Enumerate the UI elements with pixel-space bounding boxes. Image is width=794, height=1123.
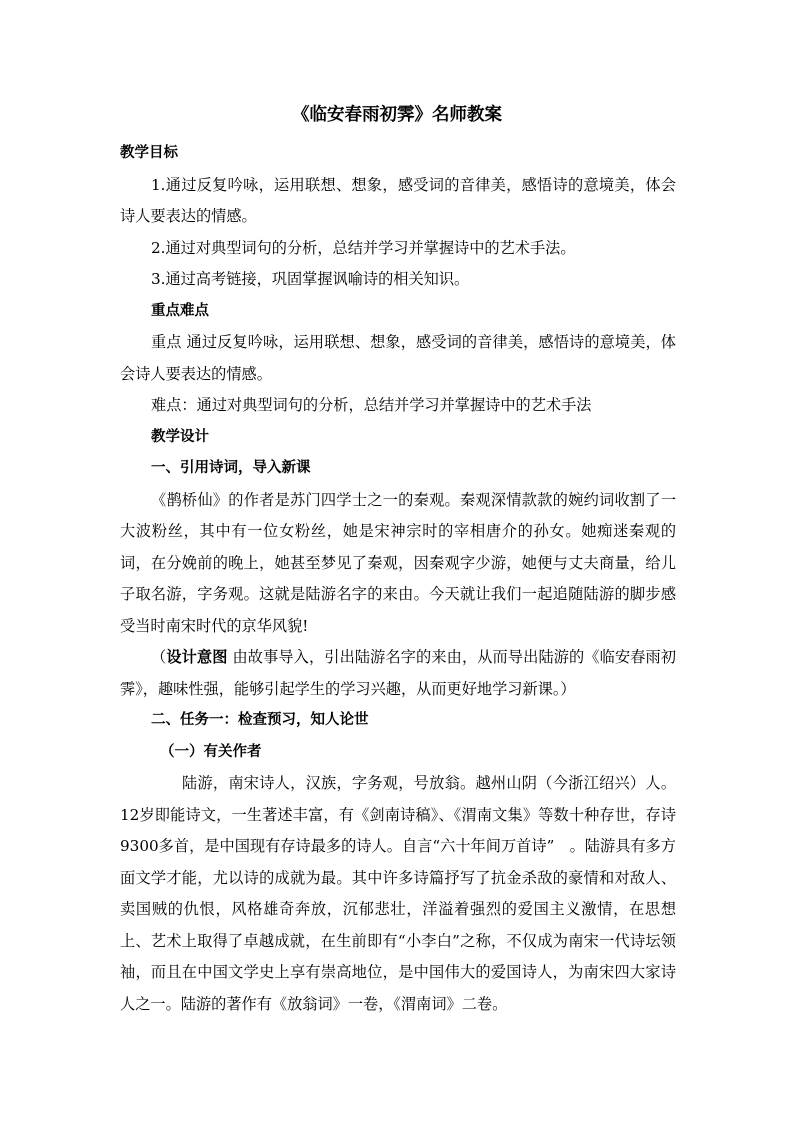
section-heading-goals: 教学目标 — [120, 145, 178, 161]
key-point-text: 重点 通过反复吟咏，运用联想、想象，感受词的音律美，感悟诗的意境美，体会诗人要表达的情感。 — [120, 333, 676, 383]
design-intent-label: 设计意图 — [166, 648, 228, 666]
step1-paragraph: 《鹊桥仙》的作者是苏门四学士之一的秦观。秦观深情款款的婉约词收割了一大波粉丝，其中有一位女粉丝，她是宋神宗时的宰相唐介的孙女。她痴迷秦观的词，在分娩前的晚上，她甚至梦见了秦观，因秦观字少游，她便与丈夫商量，给儿子取名游，字务观。这就是陆游名字的来由。今天就让我们一起追随陆游的脚步感受当时南宋时代的京华风貌! — [120, 490, 676, 635]
section-heading-key: 重点难点 — [151, 302, 209, 319]
step2-heading: 二、任务一：检查预习，知人论世 — [151, 712, 369, 728]
section-heading-design: 教学设计 — [151, 428, 209, 445]
subsection-heading-author: （一）有关作者 — [160, 743, 262, 760]
goal-item-1: 1.通过反复吟咏，运用联想、想象，感受词的音律美，感悟诗的意境美，体会诗人要表达的情感。 — [120, 175, 676, 225]
goal-item-3: 3.通过高考链接，巩固掌握讽喻诗的相关知识。 — [151, 270, 470, 288]
author-paragraph: 陆游，南宋诗人，汉族，字务观，号放翁。越州山阴（今浙江绍兴）人。12岁即能诗文，一生著述丰富，有《剑南诗稿》、《渭南文集》等数十种存世，存诗9300多首，是中国现有存诗最多的诗人。自言“六十年间万首诗” 。陆游具有多方面文学才能，尤以诗的成就为最。其中许多诗篇抒写了抗金杀敌的豪情和对敌人、卖国贼的仇恨，风格雄奇奔放，沉郁悲壮，洋溢着强烈的爱国主义激情，在思想上、艺术上取得了卓越成就，在生前即有“小李白”之称，不仅成为南宋一代诗坛领袖，而且在中国文学史上享有崇高地位，是中国伟大的爱国诗人，为南宋四大家诗人之一。陆游的著作有《放翁词》一卷，《渭南词》二卷。 — [120, 774, 676, 1013]
page-title: 《临安春雨初霁》名师教案 — [292, 105, 502, 125]
design-intent-text: 由故事导入，引出陆游名字的来由，从而导出陆游的《临安春雨初霁》，趣味性强，能够引起学生的学习兴趣，从而更好地学习新课。） — [120, 648, 677, 698]
difficulty-text: 难点：通过对典型词句的分析，总结并学习并掌握诗中的艺术手法 — [151, 396, 592, 414]
step1-heading: 一、引用诗词，导入新课 — [151, 460, 311, 476]
goal-item-2: 2.通过对典型词句的分析，总结并学习并掌握诗中的艺术手法。 — [151, 238, 576, 257]
design-intent-paragraph: （设计意图 由故事导入，引出陆游名字的来由，从而导出陆游的《临安春雨初霁》，趣味性强，能够引起学生的学习兴趣，从而更好地学习新课。） — [120, 648, 677, 698]
document-body — [120, 138, 676, 1020]
